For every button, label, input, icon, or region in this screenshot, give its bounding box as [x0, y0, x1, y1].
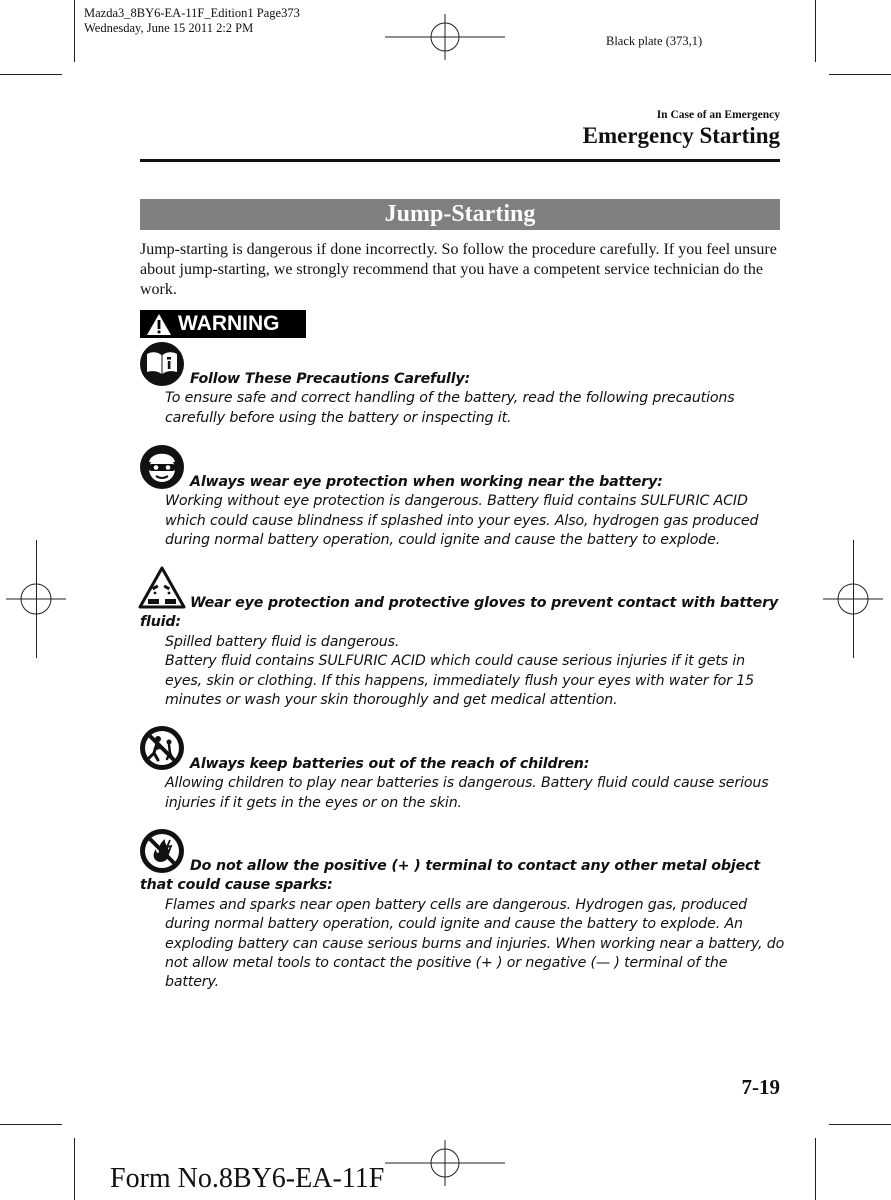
- header-rule: [140, 159, 780, 162]
- warning-item-body: Working without eye protection is dangerous. Battery fluid contains SULFURIC ACID which could cause blindness if splashed into your eyes. Also, hydrogen gas produced during normal battery operation, could ignite and cause the battery to explode.: [165, 493, 759, 549]
- topic-title: Jump-Starting: [140, 199, 780, 230]
- warning-item-heading: Always wear eye protection when working near the battery:: [190, 474, 663, 490]
- warning-item-heading: Follow These Precautions Carefully:: [190, 371, 471, 387]
- registration-mark-icon: [385, 1140, 505, 1186]
- warning-item-body-line: Battery fluid contains SULFURIC ACID which could cause serious injuries if it gets in eyes, skin or clothing. If this happens, immediately flush your eyes with water for 15 minutes or wash your skin thoroughly and get medical attention.: [165, 653, 754, 709]
- warning-item-heading: Always keep batteries out of the reach of children:: [190, 756, 590, 772]
- warning-badge: [140, 310, 306, 338]
- registration-mark-icon: [385, 14, 505, 60]
- warning-item: [140, 594, 785, 710]
- plate-info: Black plate (373,1): [606, 34, 703, 48]
- warning-label: WARNING: [178, 312, 280, 335]
- warning-item: [140, 473, 785, 551]
- warning-item-heading: Do not allow the positive (+ ) terminal to contact any other metal object that could cause sparks:: [140, 858, 760, 894]
- warning-item-body-line: Spilled battery fluid is dangerous.: [165, 633, 400, 650]
- crop-mark: [74, 1138, 75, 1200]
- print-info-date: Wednesday, June 15 2011 2:2 PM: [84, 21, 254, 35]
- print-info-file: Mazda3_8BY6-EA-11F_Edition1 Page373: [84, 6, 300, 20]
- form-number: Form No.8BY6-EA-11F: [110, 1163, 385, 1194]
- page-number: 7-19: [741, 1075, 780, 1099]
- warning-item-heading: Wear eye protection and protective gloves to prevent contact with battery fluid:: [140, 595, 779, 631]
- warning-triangle-icon: [146, 313, 172, 336]
- chapter-title: Emergency Starting: [582, 123, 780, 148]
- print-info: [84, 6, 300, 36]
- crop-mark: [74, 0, 75, 62]
- warning-item: [140, 370, 785, 428]
- warning-item: [140, 857, 785, 993]
- section-label: In Case of an Emergency: [656, 109, 780, 121]
- crop-mark: [0, 74, 62, 75]
- crop-mark: [815, 1138, 816, 1200]
- crop-mark: [815, 0, 816, 62]
- warning-item-body: Allowing children to play near batteries is dangerous. Battery fluid could cause serious injuries if it gets in the eyes or on the skin.: [165, 775, 769, 811]
- intro-paragraph: Jump-starting is dangerous if done incorrectly. So follow the procedure carefully. If you feel unsure about jump-starting, we strongly recommend that you have a competent service technician do the work.: [140, 241, 777, 298]
- crop-mark: [829, 1124, 891, 1125]
- registration-mark-icon: [823, 575, 883, 623]
- crop-mark: [829, 74, 891, 75]
- crop-mark: [0, 1124, 62, 1125]
- warning-item: [140, 755, 785, 813]
- registration-mark-icon: [6, 575, 66, 623]
- warning-item-body: To ensure safe and correct handling of the battery, read the following precautions carefully before using the battery or inspecting it.: [165, 390, 735, 426]
- warning-item-body: Flames and sparks near open battery cells are dangerous. Hydrogen gas, produced during normal battery operation, could ignite and cause the battery to explode. An exploding battery can cause serious burns and injuries. When working near a battery, do not allow metal tools to contact the positive (+ ) or negative (— ) terminal of the battery.: [165, 896, 785, 991]
